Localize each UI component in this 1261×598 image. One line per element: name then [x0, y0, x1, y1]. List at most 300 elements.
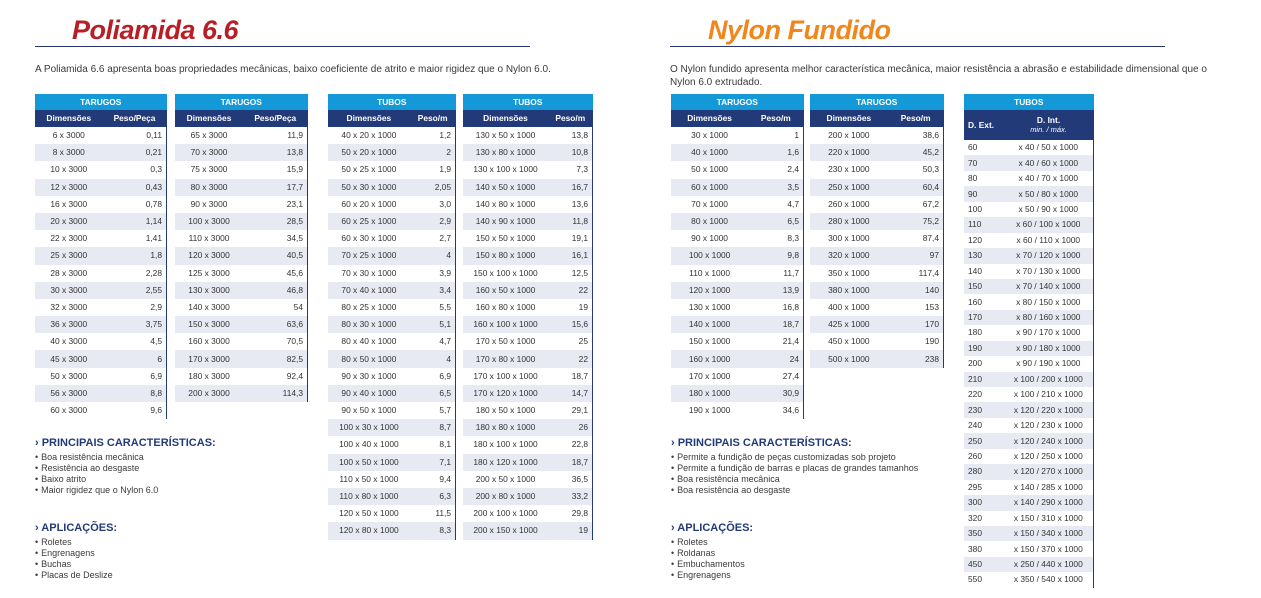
- dimension-cell: 150 x 3000: [175, 316, 243, 333]
- poliamida-caracteristicas: [35, 436, 216, 496]
- dimension-cell: 70 x 30 x 1000: [341, 267, 397, 278]
- table-row: [463, 368, 593, 385]
- dimension-cell: 90 x 30 x 1000: [341, 370, 397, 381]
- table-row: [463, 488, 593, 505]
- table-row: [175, 196, 308, 213]
- dimension-cell: 425 x 1000: [810, 316, 888, 333]
- dimension-cell: 220: [968, 389, 982, 400]
- value-cell: 11,9: [243, 127, 307, 144]
- dimension-cell: 70 x 1000: [691, 198, 728, 209]
- dimension-cell: 300: [964, 495, 1004, 510]
- value-cell: 3,4: [410, 282, 456, 299]
- value-cell: x 90 / 190 x 1000: [1004, 356, 1094, 371]
- value-cell: 0,3: [103, 161, 167, 178]
- table-row: [964, 356, 1094, 371]
- table-row: [463, 385, 593, 402]
- value-cell: x 90 / 180 x 1000: [1004, 341, 1094, 356]
- value-cell: 63,6: [243, 316, 307, 333]
- value-cell: 27,4: [748, 368, 803, 385]
- table-row: [671, 350, 804, 367]
- value-cell: x 150 / 370 x 1000: [1004, 541, 1094, 556]
- dimension-cell: 100 x 40 x 1000: [339, 439, 399, 450]
- list-item: • Roletes: [671, 537, 753, 548]
- dimension-cell: 40 x 3000: [50, 336, 88, 347]
- value-cell: 46,8: [243, 282, 307, 299]
- dimension-cell: 200 x 1000: [828, 130, 870, 141]
- column-header: Peso/m: [410, 110, 456, 127]
- poliamida-tarugos-table-1: [35, 94, 167, 419]
- dimension-cell: 280 x 1000: [810, 213, 888, 230]
- value-cell: 54: [243, 299, 307, 316]
- list-item: • Engrenagens: [35, 548, 117, 559]
- table-row: [810, 213, 944, 230]
- table-row: [328, 402, 456, 419]
- dimension-cell: 60: [968, 142, 978, 153]
- value-cell: 4: [410, 350, 456, 367]
- dimension-cell: 70: [964, 155, 1004, 170]
- table-row: [328, 299, 456, 316]
- value-cell: 5,5: [410, 299, 456, 316]
- table-caption: TUBOS: [328, 94, 456, 110]
- list-item: • Boa resistência ao desgaste: [671, 485, 918, 496]
- table-row: [964, 511, 1094, 526]
- table-row: [463, 402, 593, 419]
- dimension-cell: 450 x 1000: [828, 336, 870, 347]
- poliamida-title: Poliamida 6.6: [72, 15, 239, 45]
- nylon-intro: O Nylon fundido apresenta melhor característica mecânica, maior resistência a abrasão e estabilidade dimensional que o Nylon 6.0 extrudado.: [670, 64, 1207, 88]
- poliamida-tubos-table-1: [328, 94, 456, 540]
- table-row: [463, 299, 593, 316]
- value-cell: 6,5: [748, 213, 803, 230]
- nylon-title-rule: [670, 46, 1165, 47]
- table-row: [964, 202, 1094, 217]
- column-header-label: D. Int.: [1036, 115, 1061, 125]
- column-header: Dimensões: [671, 110, 748, 127]
- value-cell: 16,1: [548, 247, 592, 264]
- table-row: [964, 264, 1094, 279]
- value-cell: 40,5: [243, 247, 307, 264]
- dimension-cell: 40 x 20 x 1000: [341, 130, 397, 141]
- dimension-cell: 100 x 1000: [671, 247, 748, 264]
- table-row: [328, 368, 456, 385]
- dimension-cell: 60 x 30 x 1000: [341, 233, 397, 244]
- value-cell: 21,4: [748, 333, 803, 350]
- dimension-cell: 295: [968, 481, 982, 492]
- dimension-cell: 130 x 100 x 1000: [473, 164, 538, 175]
- table-caption: TARUGOS: [671, 94, 804, 110]
- dimension-cell: 110 x 80 x 1000: [328, 488, 410, 505]
- dimension-cell: 150 x 50 x 1000: [475, 233, 536, 244]
- table-row: [35, 333, 167, 350]
- value-cell: 67,2: [888, 196, 944, 213]
- table-row: [328, 385, 456, 402]
- value-cell: 6,3: [410, 488, 456, 505]
- table-row: [328, 505, 456, 522]
- value-cell: x 70 / 130 x 1000: [1004, 264, 1094, 279]
- dimension-cell: 150 x 100 x 1000: [473, 267, 538, 278]
- dimension-cell: 75 x 3000: [190, 164, 228, 175]
- value-cell: 97: [888, 247, 944, 264]
- value-cell: 19: [548, 522, 592, 539]
- dimension-cell: 120 x 50 x 1000: [339, 508, 399, 519]
- value-cell: 1: [748, 127, 803, 144]
- table-row: [175, 144, 308, 161]
- dimension-cell: 80: [968, 173, 978, 184]
- value-cell: x 80 / 160 x 1000: [1004, 310, 1094, 325]
- dimension-cell: 150 x 1000: [688, 336, 731, 347]
- value-cell: x 140 / 285 x 1000: [1004, 480, 1094, 495]
- table-row: [463, 161, 593, 178]
- table-row: [964, 387, 1094, 402]
- dimension-cell: 170 x 3000: [175, 350, 243, 367]
- value-cell: 1,14: [103, 213, 167, 230]
- value-cell: 38,6: [888, 127, 944, 144]
- column-header: D. Ext.: [964, 110, 1004, 140]
- value-cell: 5,1: [410, 316, 456, 333]
- dimension-cell: 200 x 80 x 1000: [463, 488, 548, 505]
- table-row: [35, 385, 167, 402]
- value-cell: 3,75: [103, 316, 167, 333]
- value-cell: 22: [548, 282, 592, 299]
- table-row: [35, 213, 167, 230]
- value-cell: x 100 / 210 x 1000: [1004, 387, 1094, 402]
- table-row: [175, 230, 308, 247]
- table-row: [463, 522, 593, 539]
- dimension-cell: 320 x 1000: [810, 247, 888, 264]
- dimension-cell: 10 x 3000: [50, 164, 88, 175]
- dimension-cell: 380 x 1000: [810, 282, 888, 299]
- table-row: [964, 557, 1094, 572]
- dimension-cell: 110: [964, 217, 1004, 232]
- value-cell: 114,3: [243, 385, 307, 402]
- dimension-cell: 200 x 100 x 1000: [473, 508, 538, 519]
- dimension-cell: 300 x 1000: [828, 233, 870, 244]
- table-caption: TUBOS: [463, 94, 593, 110]
- table-row: [964, 217, 1094, 232]
- value-cell: 29,1: [548, 402, 592, 419]
- dimension-cell: 50 x 20 x 1000: [328, 144, 410, 161]
- table-row: [463, 471, 593, 488]
- dimension-cell: 140 x 3000: [188, 301, 230, 312]
- value-cell: 45,6: [243, 265, 307, 282]
- table-row: [463, 505, 593, 522]
- dimension-cell: 125 x 3000: [188, 267, 230, 278]
- value-cell: 8,7: [410, 419, 456, 436]
- value-cell: x 350 / 540 x 1000: [1004, 572, 1094, 587]
- table-row: [463, 454, 593, 471]
- value-cell: x 120 / 270 x 1000: [1004, 464, 1094, 479]
- list-item: • Embuchamentos: [671, 559, 753, 570]
- dimension-cell: 190: [964, 341, 1004, 356]
- value-cell: 16,7: [548, 179, 592, 196]
- value-cell: 6,5: [410, 385, 456, 402]
- table-row: [328, 488, 456, 505]
- dimension-cell: 220 x 1000: [810, 144, 888, 161]
- table-row: [328, 282, 456, 299]
- value-cell: x 70 / 140 x 1000: [1004, 279, 1094, 294]
- table-row: [463, 265, 593, 282]
- table-row: [964, 140, 1094, 155]
- table-row: [964, 325, 1094, 340]
- value-cell: 7,3: [548, 161, 592, 178]
- table-row: [463, 333, 593, 350]
- table-row: [463, 144, 593, 161]
- table-row: [964, 233, 1094, 248]
- dimension-cell: 36 x 3000: [35, 316, 103, 333]
- dimension-cell: 200: [968, 358, 982, 369]
- value-cell: 22,8: [548, 436, 592, 453]
- table-row: [671, 282, 804, 299]
- dimension-cell: 170 x 50 x 1000: [475, 336, 536, 347]
- table-row: [810, 179, 944, 196]
- value-cell: 11,7: [748, 265, 803, 282]
- value-cell: 10,8: [548, 144, 592, 161]
- table-row: [671, 230, 804, 247]
- column-header: Peso/m: [748, 110, 803, 127]
- section-heading: › PRINCIPAIS CARACTERÍSTICAS:: [671, 437, 852, 449]
- value-cell: 13,8: [243, 144, 307, 161]
- value-cell: 4,7: [410, 333, 456, 350]
- table-row: [810, 196, 944, 213]
- column-header: [1004, 110, 1094, 140]
- dimension-cell: 28 x 3000: [50, 267, 88, 278]
- list-item: • Buchas: [35, 559, 117, 570]
- value-cell: 4,7: [748, 196, 803, 213]
- value-cell: x 150 / 340 x 1000: [1004, 526, 1094, 541]
- dimension-cell: 180 x 100 x 1000: [473, 439, 538, 450]
- dimension-cell: 130 x 50 x 1000: [475, 130, 536, 141]
- dimension-cell: 70 x 25 x 1000: [328, 247, 410, 264]
- dimension-cell: 12 x 3000: [35, 179, 103, 196]
- table-row: [671, 127, 804, 144]
- dimension-cell: 25 x 3000: [35, 247, 103, 264]
- dimension-cell: 50 x 25 x 1000: [341, 164, 397, 175]
- dimension-cell: 160: [968, 296, 982, 307]
- table-row: [35, 144, 167, 161]
- table-row: [175, 316, 308, 333]
- value-cell: 17,7: [243, 179, 307, 196]
- poliamida-tubos-table-2: [463, 94, 593, 540]
- dimension-cell: 170 x 80 x 1000: [463, 350, 548, 367]
- dimension-cell: 180 x 50 x 1000: [475, 405, 536, 416]
- table-row: [175, 127, 308, 144]
- table-row: [328, 213, 456, 230]
- value-cell: 18,7: [548, 454, 592, 471]
- table-row: [35, 402, 167, 419]
- list-item: • Roletes: [35, 537, 117, 548]
- table-row: [175, 350, 308, 367]
- column-header: Dimensões: [328, 110, 410, 127]
- table-row: [175, 333, 308, 350]
- value-cell: 0,43: [103, 179, 167, 196]
- value-cell: 34,6: [748, 402, 803, 419]
- value-cell: 6,9: [103, 368, 167, 385]
- value-cell: 1,2: [410, 127, 456, 144]
- dimension-cell: 60 x 1000: [671, 179, 748, 196]
- table-row: [328, 196, 456, 213]
- table-row: [175, 179, 308, 196]
- table-row: [328, 230, 456, 247]
- table-row: [964, 433, 1094, 448]
- value-cell: 6: [103, 350, 167, 367]
- value-cell: 18,7: [748, 316, 803, 333]
- poliamida-title-rule: [35, 46, 530, 47]
- table-row: [671, 368, 804, 385]
- poliamida-aplicacoes: [35, 521, 117, 581]
- value-cell: 33,2: [548, 488, 592, 505]
- table-row: [964, 248, 1094, 263]
- dimension-cell: 80 x 40 x 1000: [341, 336, 397, 347]
- dimension-cell: 70 x 3000: [175, 144, 243, 161]
- value-cell: 1,8: [103, 247, 167, 264]
- dimension-cell: 180 x 1000: [671, 385, 748, 402]
- table-row: [35, 230, 167, 247]
- dimension-cell: 350: [964, 526, 1004, 541]
- list-item: • Placas de Deslize: [35, 570, 117, 581]
- value-cell: 5,7: [410, 402, 456, 419]
- table-row: [964, 186, 1094, 201]
- dimension-cell: 180: [968, 327, 982, 338]
- value-cell: 190: [888, 333, 944, 350]
- table-row: [35, 316, 167, 333]
- list-item: • Permite a fundição de peças customizadas sob projeto: [671, 452, 918, 463]
- value-cell: 13,8: [548, 127, 592, 144]
- table-row: [463, 213, 593, 230]
- dimension-cell: 260: [968, 450, 982, 461]
- value-cell: x 120 / 250 x 1000: [1004, 449, 1094, 464]
- column-header: Dimensões: [810, 110, 888, 127]
- value-cell: 8,8: [103, 385, 167, 402]
- table-row: [810, 282, 944, 299]
- poliamida-tarugos-table-2: [175, 94, 308, 402]
- value-cell: 19,1: [548, 230, 592, 247]
- table-row: [463, 419, 593, 436]
- dimension-cell: 60 x 25 x 1000: [328, 213, 410, 230]
- nylon-fundido-title: Nylon Fundido: [708, 15, 891, 45]
- dimension-cell: 180 x 120 x 1000: [463, 454, 548, 471]
- value-cell: 15,6: [548, 316, 592, 333]
- value-cell: 14,7: [548, 385, 592, 402]
- dimension-cell: 45 x 3000: [35, 350, 103, 367]
- dimension-cell: 120 x 3000: [175, 247, 243, 264]
- dimension-cell: 50 x 1000: [691, 164, 728, 175]
- table-row: [35, 350, 167, 367]
- value-cell: 0,78: [103, 196, 167, 213]
- list-item: • Maior rigidez que o Nylon 6.0: [35, 485, 216, 496]
- dimension-cell: 500 x 1000: [810, 350, 888, 367]
- value-cell: 12,5: [548, 265, 592, 282]
- value-cell: 153: [888, 299, 944, 316]
- value-cell: 36,5: [548, 471, 592, 488]
- dimension-cell: 350 x 1000: [828, 267, 870, 278]
- value-cell: x 40 / 50 x 1000: [1004, 140, 1094, 155]
- table-row: [671, 316, 804, 333]
- table-row: [810, 265, 944, 282]
- value-cell: 45,2: [888, 144, 944, 161]
- section-heading: › APLICAÇÕES:: [671, 522, 754, 534]
- dimension-cell: 120: [968, 234, 982, 245]
- list-item: • Boa resistência mecânica: [35, 452, 216, 463]
- table-row: [964, 372, 1094, 387]
- table-row: [810, 299, 944, 316]
- table-row: [175, 265, 308, 282]
- dimension-cell: 160 x 3000: [188, 336, 230, 347]
- value-cell: 9,6: [103, 402, 167, 419]
- dimension-cell: 140 x 50 x 1000: [463, 179, 548, 196]
- table-row: [35, 179, 167, 196]
- table-row: [328, 144, 456, 161]
- dimension-cell: 80 x 1000: [671, 213, 748, 230]
- table-row: [463, 247, 593, 264]
- value-cell: 24: [748, 350, 803, 367]
- table-caption: TARUGOS: [35, 94, 167, 110]
- dimension-cell: 80 x 30 x 1000: [328, 316, 410, 333]
- value-cell: 9,8: [748, 247, 803, 264]
- dimension-cell: 110 x 3000: [188, 233, 230, 244]
- dimension-cell: 80 x 25 x 1000: [341, 301, 397, 312]
- value-cell: x 40 / 70 x 1000: [1004, 171, 1094, 186]
- table-row: [175, 385, 308, 402]
- table-row: [671, 161, 804, 178]
- dimension-cell: 200 x 150 x 1000: [463, 522, 548, 539]
- table-row: [328, 316, 456, 333]
- dimension-cell: 320: [968, 512, 982, 523]
- table-row: [964, 480, 1094, 495]
- table-row: [671, 333, 804, 350]
- value-cell: 2,9: [103, 299, 167, 316]
- value-cell: 2,9: [410, 213, 456, 230]
- value-cell: 1,9: [410, 161, 456, 178]
- dimension-cell: 380: [968, 543, 982, 554]
- dimension-cell: 280: [964, 464, 1004, 479]
- table-row: [463, 230, 593, 247]
- table-row: [328, 454, 456, 471]
- dimension-cell: 250 x 1000: [810, 179, 888, 196]
- table-row: [810, 161, 944, 178]
- value-cell: 70,5: [243, 333, 307, 350]
- dimension-cell: 130: [964, 248, 1004, 263]
- dimension-cell: 50 x 3000: [50, 370, 88, 381]
- value-cell: x 120 / 220 x 1000: [1004, 402, 1094, 417]
- table-row: [671, 144, 804, 161]
- dimension-cell: 130 x 80 x 1000: [463, 144, 548, 161]
- nylon-tarugos-table-2: [810, 94, 944, 368]
- table-row: [463, 179, 593, 196]
- table-row: [671, 265, 804, 282]
- value-cell: 2,4: [748, 161, 803, 178]
- table-row: [328, 419, 456, 436]
- value-cell: 23,1: [243, 196, 307, 213]
- dimension-cell: 110 x 50 x 1000: [339, 473, 399, 484]
- value-cell: x 70 / 120 x 1000: [1004, 248, 1094, 263]
- dimension-cell: 140 x 90 x 1000: [463, 213, 548, 230]
- table-row: [671, 299, 804, 316]
- nylon-caracteristicas: [671, 436, 918, 496]
- table-row: [328, 436, 456, 453]
- table-row: [35, 161, 167, 178]
- list-item: • Boa resistência mecânica: [671, 474, 918, 485]
- value-cell: 8,3: [748, 230, 803, 247]
- dimension-cell: 65 x 3000: [190, 130, 228, 141]
- dimension-cell: 90 x 40 x 1000: [328, 385, 410, 402]
- dimension-cell: 400 x 1000: [828, 301, 870, 312]
- dimension-cell: 130 x 3000: [175, 282, 243, 299]
- dimension-cell: 130 x 1000: [688, 301, 731, 312]
- table-row: [671, 247, 804, 264]
- table-row: [35, 368, 167, 385]
- table-row: [964, 418, 1094, 433]
- dimension-cell: 90 x 50 x 1000: [341, 405, 397, 416]
